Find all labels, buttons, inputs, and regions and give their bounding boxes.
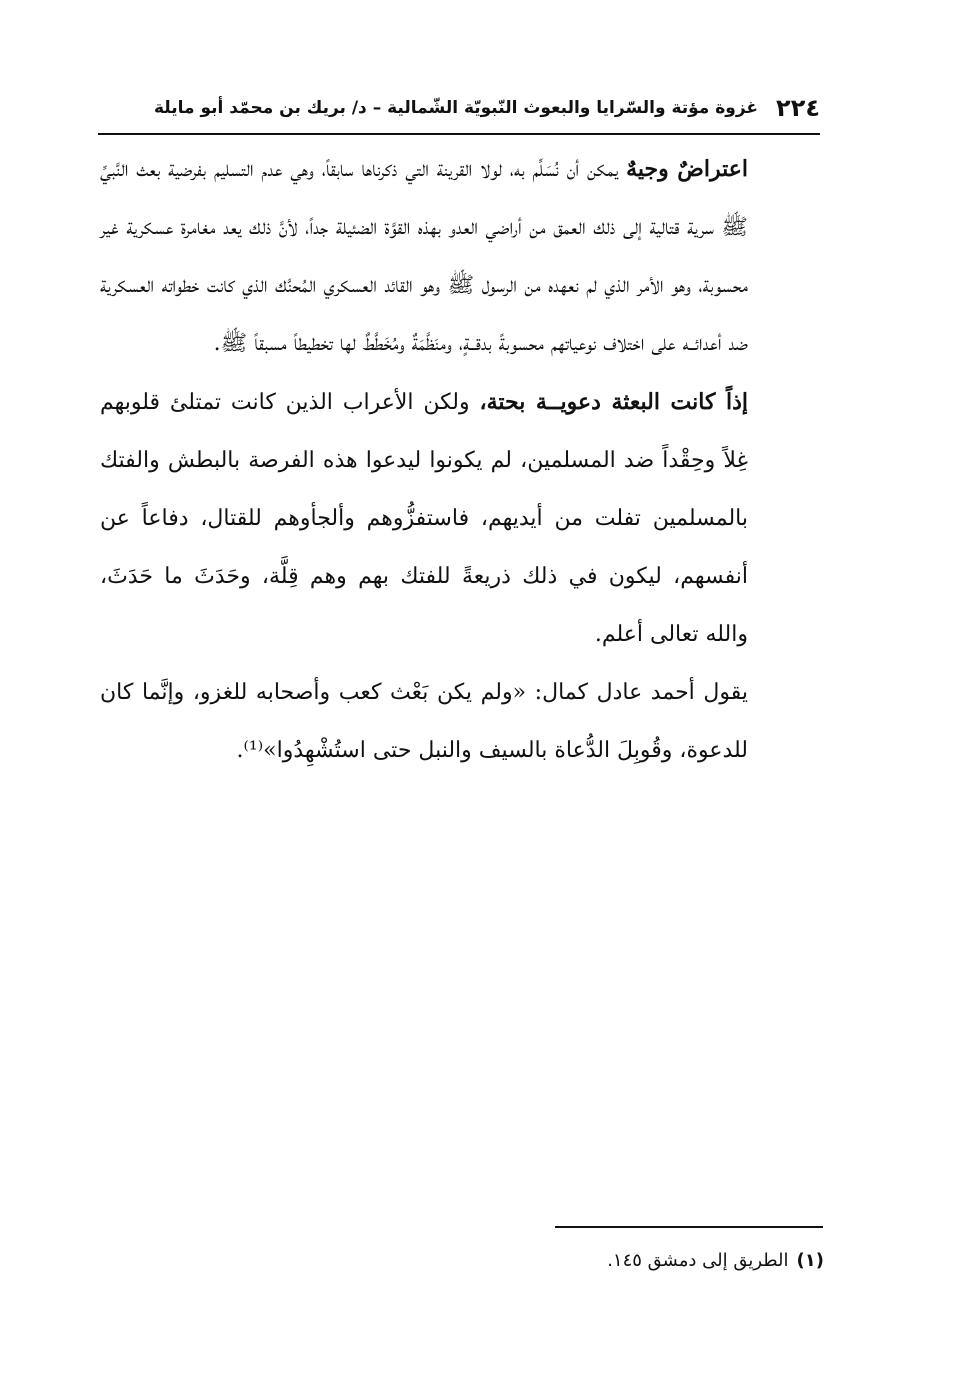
footnote-marker: (١) bbox=[796, 1250, 824, 1271]
paragraph-objection bbox=[100, 140, 748, 373]
footnote bbox=[400, 1246, 824, 1276]
paragraph-conclusion bbox=[100, 373, 748, 664]
paragraph-body: يقول أحمد عادل كمال: «ولم يكن بَعْث كعب وأصحابه للغزو، وإنَّما كان للدعوة، وقُوبِلَ الدُّعاة بالسيف والنبل حتى استُشْهِدُوا»⁽¹⁾. bbox=[100, 680, 748, 763]
header-rule bbox=[98, 133, 820, 135]
running-title: غزوة مؤتة والسّرايا والبعوث النّبويّة الشّمالية – د/ بريك بن محمّد أبو مايلة bbox=[154, 98, 759, 118]
paragraph-lead: اعتراضٌ وجيهٌ bbox=[626, 156, 749, 182]
page-number: ٢٢٤ bbox=[776, 94, 820, 122]
paragraph-lead: إذاً كانت البعثة دعويــة بحتة، bbox=[479, 389, 748, 415]
paragraph-quote bbox=[100, 664, 748, 780]
paragraph-body: يمكن أن نُسَلِّم به، لولا القرينة التي ذكرناها سابقاً، وهي عدم التسليم بفرضية بعث النَّبيِّ ﷺ سرية قتالية إلى ذلك العمق من أراضي العدو بهذه القوَّة الضئيلة جداً، لأنَّ ذلك يعد مغامرة عسكرية غير محسوبة، وهو الأمر الذي لم نعهده من الرسول ﷺ وهو القائد العسكري المُحنَّك الذي كانت خطواته العسكرية ضد أعدائــه على اختلاف نوعياتهم محسوبةً بدقــةٍ، ومنَظَّمَةٌ ومُخَطَّطٌ لها تخطيطاً مسبقاً ﷺ. bbox=[100, 157, 748, 356]
page-header bbox=[100, 88, 820, 128]
footnote-rule bbox=[555, 1226, 823, 1228]
paragraph-body: ولكن الأعراب الذين كانت تمتلئ قلوبهم غِلاً وحِقْداً ضد المسلمين، لم يكونوا ليدعوا هذه الفرصة بالبطش والفتك بالمسلمين تفلت من أيديهم، فاستفزُّوهم وألجأوهم للقتال، دفاعاً عن أنفسهم، ليكون في ذلك ذريعةً للفتك بهم وهم قِلَّة، وحَدَثَ ما حَدَثَ، والله تعالى أعلم. bbox=[100, 390, 748, 647]
footnote-text: الطريق إلى دمشق ١٤٥. bbox=[607, 1250, 789, 1271]
main-text bbox=[100, 140, 748, 780]
